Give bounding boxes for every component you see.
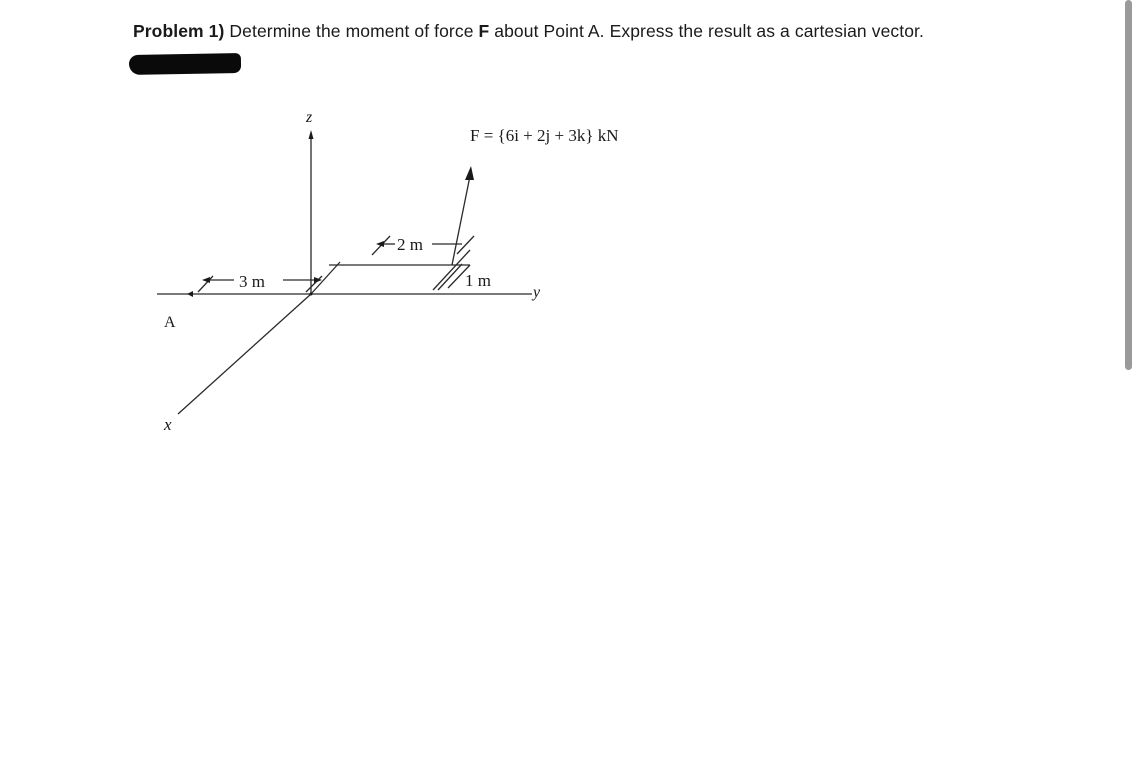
z-axis-label: z <box>306 109 313 126</box>
problem-text-1: Determine the moment of force <box>224 21 479 41</box>
force-equation-label: F = {6i + 2j + 3k} kN <box>470 126 619 145</box>
vertical-scrollbar[interactable] <box>1122 0 1136 778</box>
dim-3m-left-arrowhead <box>202 277 210 283</box>
y-axis-label: y <box>533 284 541 301</box>
problem-label: Problem 1) <box>133 21 225 41</box>
scrollbar-thumb[interactable] <box>1125 0 1132 370</box>
z-axis-arrowhead <box>309 130 314 139</box>
point-a-dot <box>187 291 193 297</box>
dim-2m-label: 2 m <box>397 235 423 254</box>
origin-dot <box>310 293 313 296</box>
dim-2m-right-tick <box>457 236 474 254</box>
x-axis-label: x <box>164 415 172 434</box>
force-symbol: F <box>478 21 490 41</box>
point-a-label: A <box>164 314 176 331</box>
dim-3m-label: 3 m <box>239 272 265 291</box>
force-arrowhead <box>465 166 474 180</box>
force-vector-line <box>452 176 470 265</box>
dim-3m-left-tick <box>198 276 213 292</box>
problem-text-2: about Point A. Express the result as a cartesian vector. <box>489 21 924 41</box>
x-axis-line <box>178 294 311 414</box>
dim-1m-label: 1 m <box>465 271 491 290</box>
